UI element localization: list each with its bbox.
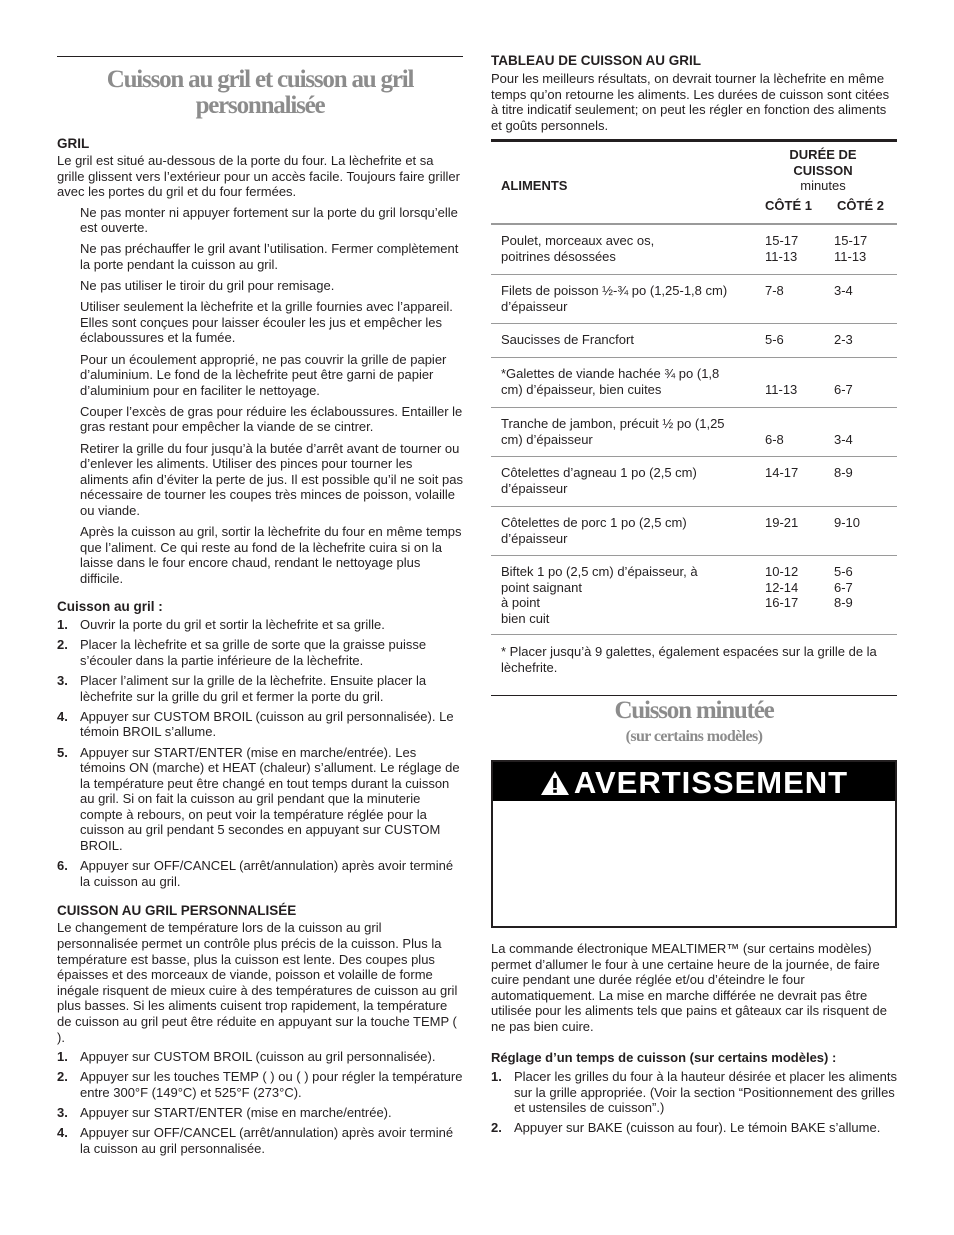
cuisson-step-text: Ouvrir la porte du gril et sortir la lèchefrite et sa grille. (80, 617, 385, 633)
side1-cell (765, 332, 825, 348)
food-cell-line: cm) d’épaisseur, bien cuites (501, 381, 662, 397)
food-cell-line: d’épaisseur (501, 298, 568, 314)
reglage-steps (491, 1069, 897, 1140)
food-cell-line: poitrines désossées (501, 248, 616, 264)
side2-cell-line (834, 416, 894, 432)
side1-cell-line: 7-8 (765, 283, 784, 298)
gril-bullet: Ne pas préchauffer le gril avant l’utilisation. Fermer complètement la porte pendant la cuisson au gril. (80, 241, 459, 273)
food-cell-line: Filets de poisson ½-¾ po (1,25-1,8 cm) (501, 283, 728, 298)
perso-step-number: 2. (57, 1069, 68, 1085)
side2-cell-line: 11-13 (834, 248, 867, 264)
warning-banner (493, 762, 895, 801)
food-cell (501, 465, 751, 496)
perso-step (57, 1105, 463, 1121)
cuisson-step-number: 5. (57, 744, 68, 760)
food-cell-line: Biftek 1 po (2,5 cm) d’épaisseur, à (501, 564, 698, 579)
gril-bullet: Ne pas utiliser le tiroir du gril pour remisage. (80, 278, 335, 294)
side1-cell-line: 11-13 (765, 381, 798, 397)
gril-bullet: Utiliser seulement la lèchefrite et la grille fournies avec l’appareil. Elles sont conçues pour laisser écouler les jus et empêcher les éclaboussures et la fumée. (80, 299, 453, 346)
cuisson-step-text: Appuyer sur START/ENTER (mise en marche/entrée). Les témoins ON (marche) et HEAT (chaleur) s’allument. Le réglage de la température peut être changé en tout temps durant la cuisson au gril. Si on fait la cuisson au gril pendant que la minuterie compte à rebours, on peut voir la température réglée pour la cuisson au gril pendant 5 secondes en appuyant sur CUSTOM BROIL. (80, 744, 460, 854)
minutee-subtitle: (sur certains modèles) (625, 728, 763, 745)
side2-cell (834, 366, 894, 397)
side2-cell-line: 8-9 (834, 465, 853, 480)
food-cell-line: Côtelettes d’agneau 1 po (2,5 cm) (501, 465, 697, 480)
gril-bullet: Ne pas monter ni appuyer fortement sur la porte du gril lorsqu’elle est ouverte. (80, 204, 458, 236)
food-cell-line: cm) d’épaisseur (501, 431, 593, 447)
reglage-step-text: Placer les grilles du four à la hauteur désirée et placer les aliments sur la grille appropriée. (Voir la section “Positionnement des grilles et ustensiles de cuisson”.) (514, 1069, 897, 1116)
side2-cell (834, 332, 894, 348)
food-cell-line: Tranche de jambon, précuit ½ po (1,25 (501, 416, 725, 431)
cuisson-step-text: Placer l’aliment sur la grille de la lèchefrite. Ensuite placer la lèchefrite sur la grille du gril et fermer la porte du gril. (80, 673, 427, 704)
perso-step-text: Appuyer sur START/ENTER (mise en marche/entrée). (80, 1104, 392, 1120)
side2-cell (834, 233, 894, 264)
cuisson-step-number: 6. (57, 858, 68, 874)
side1-cell (765, 283, 825, 299)
warning-title: AVERTISSEMENT (573, 765, 849, 800)
cuisson-step-text: Placer la lèchefrite et sa grille de sorte que la graisse puisse s’écouler dans la partie inférieure de la lèchefrite. (80, 637, 427, 669)
side2-cell (834, 515, 894, 531)
table-footnote-row (491, 635, 897, 696)
perso-step-text: Appuyer sur CUSTOM BROIL (cuisson au gril personnalisée). (80, 1049, 436, 1065)
food-cell (501, 416, 751, 447)
side1-cell-line: 14-17 (765, 465, 799, 480)
table-row (491, 225, 897, 275)
perso-step (57, 1049, 463, 1065)
side2-cell-line: 2-3 (834, 332, 853, 347)
table-row (491, 556, 897, 635)
perso-step-number: 1. (57, 1049, 68, 1065)
cuisson-steps (57, 617, 463, 889)
side2-cell (834, 465, 894, 481)
side1-cell (765, 416, 825, 447)
side1-cell-line (765, 366, 825, 382)
perso-heading: CUISSON AU GRIL PERSONNALISÉE (57, 903, 297, 919)
side1-cell-line: 16-17 (765, 595, 799, 611)
gril-bullet: Pour un écoulement approprié, ne pas couvrir la grille de papier d’aluminium. Le fond de la lèchefrite peut être garni de papier d’aluminium pour en faciliter le nettoyage. (80, 351, 447, 398)
cuisson-step-text: Appuyer sur OFF/CANCEL (arrêt/annulation) après avoir terminé la cuisson au gril. (80, 858, 454, 889)
side2-cell-line: 3-4 (834, 431, 853, 447)
mealtimer-text: La commande électronique MEALTIMER™ (sur certains modèles) permet d’allumer le four à une certaine heure de la journée, de faire cuire pendant une durée réglée et/ou d’éteindre le four automatiquement. La mise en marche différée ne devrait pas être utilisée pour les aliments tels que pains et gâteaux car ils risquent de ne pas bien cuire. (491, 941, 887, 1034)
side2-cell-line: 8-9 (834, 595, 853, 611)
food-cell-line: Saucisses de Francfort (501, 332, 634, 347)
table-heading: TABLEAU DE CUISSON AU GRIL (491, 53, 702, 68)
side1-cell-line: 10-12 (765, 564, 799, 579)
reglage-step-number: 1. (491, 1069, 502, 1084)
side1-cell-line: 5-6 (765, 332, 784, 347)
side2-cell-line: 15-17 (834, 233, 868, 248)
table-row (491, 507, 897, 556)
side1-cell (765, 233, 825, 264)
cuisson-step (57, 858, 463, 889)
broil-table (491, 139, 897, 696)
reglage-step-text: Appuyer sur BAKE (cuisson au four). Le témoin BAKE s’allume. (514, 1120, 881, 1136)
header-duree (753, 147, 893, 194)
header-aliments: ALIMENTS (501, 178, 568, 193)
food-cell-line: point saignant (501, 579, 582, 595)
food-cell-line: bien cuit (501, 610, 550, 626)
perso-intro: Le changement de température lors de la cuisson au gril personnalisée permet un contrôle plus précis de la cuisson. Plus la température est basse, plus la cuisson est lente. Des coupes plus épaisses et des morceaux de viande, poisson et volaille de forme inégale risquent de mieux cuire à des températures de cuisson au gril plus basses. Si les aliments cuisent trop rapidement, la température de cuisson au gril peut être réduite en appuyant sur la touche TEMP ( ). (57, 920, 458, 1045)
cuisson-step-text: Appuyer sur CUSTOM BROIL (cuisson au gril personnalisée). Le témoin BROIL s’allume. (80, 708, 454, 740)
perso-step-text: Appuyer sur les touches TEMP ( ) ou ( ) pour régler la température entre 300°F (149°C) et 525°F (273°C). (80, 1069, 463, 1100)
gril-heading: GRIL (57, 136, 90, 151)
header-side2: CÔTÉ 2 (837, 198, 884, 213)
top-rule (57, 56, 463, 57)
side1-cell-line: 19-21 (765, 515, 799, 530)
side1-cell-line: 12-14 (765, 579, 799, 595)
table-row (491, 324, 897, 358)
table-row (491, 457, 897, 507)
food-cell (501, 366, 751, 397)
header-side1: CÔTÉ 1 (765, 198, 812, 213)
reglage-step-number: 2. (491, 1120, 502, 1136)
side1-cell (765, 366, 825, 397)
header-duree-label: DURÉE DE CUISSON (789, 147, 857, 178)
side1-cell-line: 11-13 (765, 248, 798, 264)
cuisson-step-number: 2. (57, 637, 68, 653)
perso-step-number: 3. (57, 1104, 68, 1120)
food-cell-line: à point (501, 595, 541, 611)
food-cell-line: Poulet, morceaux avec os, (501, 233, 655, 248)
side1-cell-line (765, 416, 825, 432)
side2-cell-line: 6-7 (834, 381, 853, 397)
side2-cell-line: 3-4 (834, 283, 853, 298)
perso-step-text: Appuyer sur OFF/CANCEL (arrêt/annulation) après avoir terminé la cuisson au gril personnalisée. (80, 1124, 454, 1156)
reglage-heading: Réglage d’un temps de cuisson (sur certains modèles) : (491, 1050, 837, 1065)
side2-cell-line (834, 366, 894, 382)
table-body (491, 225, 897, 635)
side1-cell-line: 6-8 (765, 431, 784, 447)
side1-cell-line: 15-17 (765, 233, 799, 248)
side2-cell-line: 5-6 (834, 564, 853, 579)
food-cell (501, 283, 751, 314)
gril-bullet: Retirer la grille du four jusqu’à la butée d’arrêt avant de tourner ou d’enlever les aliments. Utiliser des pinces pour tourner les aliments afin d’éviter la perte de jus. Il est possible qu’il ne soit pas nécessaire de tourner les coupes très minces de poisson, volaille ou viande. (80, 440, 463, 518)
gril-bullet: Couper l’excès de gras pour réduire les éclaboussures. Entailler le gras restant pour empêcher la viande de se cintrer. (80, 403, 463, 435)
perso-steps (57, 1049, 463, 1156)
cuisson-step (57, 709, 463, 740)
cuisson-step (57, 617, 463, 633)
warning-box (491, 760, 897, 928)
gril-intro: Le gril est situé au-dessous de la porte du four. La lèchefrite et sa grille glissent vers l’extérieur pour un accès facile. Toujours faire griller avec les portes du gril et du four fermées. (57, 153, 460, 200)
side2-cell-line: 9-10 (834, 515, 861, 530)
food-cell-line: Côtelettes de porc 1 po (2,5 cm) (501, 515, 687, 530)
reglage-step (491, 1069, 897, 1116)
food-cell (501, 332, 751, 348)
reglage-step (491, 1120, 897, 1136)
warning-triangle-icon (540, 770, 570, 801)
table-header (491, 142, 897, 225)
perso-step (57, 1125, 463, 1156)
table-row (491, 275, 897, 324)
table-intro: Pour les meilleurs résultats, on devrait tourner la lèchefrite en même temps qu’on retourne les aliments. Les durées de cuisson sont citées à titre indicatif seulement; on peut les régler en fonction des aliments et goûts personnels. (491, 71, 890, 133)
cuisson-step (57, 673, 463, 704)
perso-step-number: 4. (57, 1124, 68, 1140)
cuisson-step (57, 637, 463, 668)
side2-cell (834, 564, 894, 611)
side1-cell (765, 465, 825, 481)
gril-bullet: Après la cuisson au gril, sortir la lèchefrite du four en même temps que l’aliment. Ce qui reste au fond de la lèchefrite cuira si on la laisse dans le four encore chaud, rendant le nettoyage plus difficile. (80, 523, 462, 586)
perso-step (57, 1069, 463, 1100)
table-footnote: * Placer jusqu’à 9 galettes, également espacées sur la grille de la lèchefrite. (501, 644, 877, 675)
side1-cell (765, 564, 825, 611)
food-cell-line: d’épaisseur (501, 530, 568, 546)
cuisson-step-number: 1. (57, 617, 68, 633)
food-cell (501, 515, 751, 546)
cuisson-step-number: 3. (57, 673, 68, 689)
food-cell (501, 233, 751, 264)
header-unit: minutes (800, 178, 846, 194)
side2-cell-line: 6-7 (834, 579, 853, 595)
side2-cell (834, 283, 894, 299)
gril-bullet-list (57, 205, 463, 587)
side1-cell (765, 515, 825, 531)
side2-cell (834, 416, 894, 447)
cuisson-step-number: 4. (57, 708, 68, 724)
food-cell-line: d’épaisseur (501, 480, 568, 496)
food-cell-line: *Galettes de viande hachée ¾ po (1,8 (501, 366, 720, 381)
minutee-title: Cuisson minutée (614, 697, 774, 724)
cuisson-heading: Cuisson au gril : (57, 599, 163, 615)
broil-title: Cuisson au gril et cuisson au gril personnalisée (106, 66, 414, 119)
table-row (491, 408, 897, 457)
table-row (491, 358, 897, 408)
cuisson-step (57, 745, 463, 854)
food-cell (501, 564, 751, 626)
